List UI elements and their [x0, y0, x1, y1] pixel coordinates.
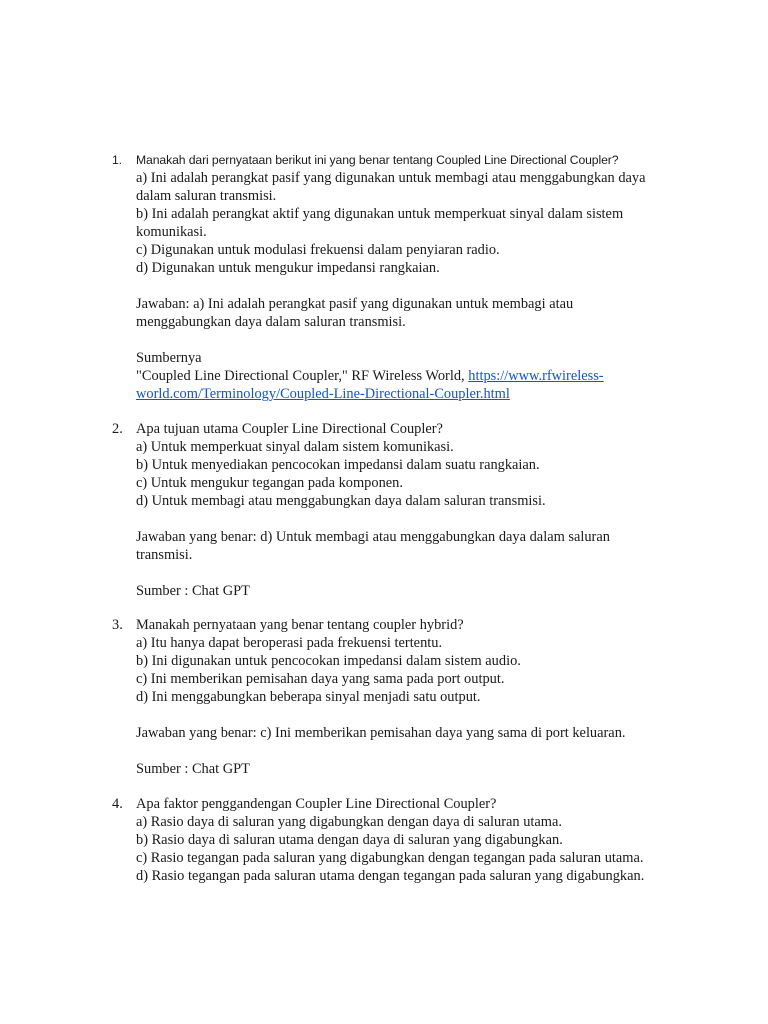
source-label: Sumbernya: [136, 350, 202, 366]
question-text: Apa tujuan utama Coupler Line Directional Coupler?: [136, 421, 443, 437]
option-line: a) Rasio daya di saluran yang digabungkan dengan daya di saluran utama.: [136, 814, 562, 830]
answer-line: transmisi.: [136, 547, 193, 563]
question-text: Manakah dari pernyataan berikut ini yang benar tentang Coupled Line Directional Coupler?: [136, 153, 619, 167]
option-line: b) Ini adalah perangkat aktif yang digunakan untuk memperkuat sinyal dalam sistem: [136, 206, 624, 222]
question-number: 3.: [112, 617, 123, 633]
question-text: Apa faktor penggandengan Coupler Line Directional Coupler?: [136, 796, 497, 812]
source-link-continued[interactable]: world.com/Terminology/Coupled-Line-Directional-Coupler.html: [136, 386, 510, 402]
source-line: Sumber : Chat GPT: [136, 583, 250, 599]
option-line: d) Ini menggabungkan beberapa sinyal menjadi satu output.: [136, 689, 481, 705]
option-line: c) Rasio tegangan pada saluran yang digabungkan dengan tegangan pada saluran utama.: [136, 850, 644, 866]
source-text: "Coupled Line Directional Coupler," RF Wireless World,: [136, 368, 469, 384]
question-number: 4.: [112, 796, 123, 812]
option-line: a) Itu hanya dapat beroperasi pada frekuensi tertentu.: [136, 635, 443, 651]
option-line: d) Rasio tegangan pada saluran utama dengan tegangan pada saluran yang digabungkan.: [136, 868, 645, 884]
option-line: d) Digunakan untuk mengukur impedansi rangkaian.: [136, 260, 440, 276]
option-line: c) Digunakan untuk modulasi frekuensi dalam penyiaran radio.: [136, 242, 500, 258]
option-line: komunikasi.: [136, 224, 207, 240]
option-line: b) Untuk menyediakan pencocokan impedansi dalam suatu rangkaian.: [136, 457, 540, 473]
question-number: 1.: [112, 153, 122, 167]
option-line: dalam saluran transmisi.: [136, 188, 277, 204]
source-line: Sumber : Chat GPT: [136, 761, 250, 777]
answer-line: Jawaban: a) Ini adalah perangkat pasif yang digunakan untuk membagi atau: [136, 296, 574, 312]
option-line: c) Ini memberikan pemisahan daya yang sama pada port output.: [136, 671, 505, 687]
option-line: a) Untuk memperkuat sinyal dalam sistem komunikasi.: [136, 439, 454, 455]
answer-line: menggabungkan daya dalam saluran transmisi.: [136, 314, 406, 330]
option-line: b) Rasio daya di saluran utama dengan daya di saluran yang digabungkan.: [136, 832, 563, 848]
answer-line: Jawaban yang benar: d) Untuk membagi atau menggabungkan daya dalam saluran: [136, 529, 610, 545]
option-line: d) Untuk membagi atau menggabungkan daya dalam saluran transmisi.: [136, 493, 546, 509]
option-line: b) Ini digunakan untuk pencocokan impedansi dalam sistem audio.: [136, 653, 521, 669]
question-number: 2.: [112, 421, 123, 437]
answer-line: Jawaban yang benar: c) Ini memberikan pemisahan daya yang sama di port keluaran.: [136, 725, 626, 741]
question-text: Manakah pernyataan yang benar tentang coupler hybrid?: [136, 617, 464, 633]
source-link[interactable]: https://www.rfwireless-: [468, 368, 604, 384]
option-line: c) Untuk mengukur tegangan pada komponen.: [136, 475, 403, 491]
option-line: a) Ini adalah perangkat pasif yang digunakan untuk membagi atau menggabungkan daya: [136, 170, 646, 186]
source-citation: [136, 367, 692, 385]
